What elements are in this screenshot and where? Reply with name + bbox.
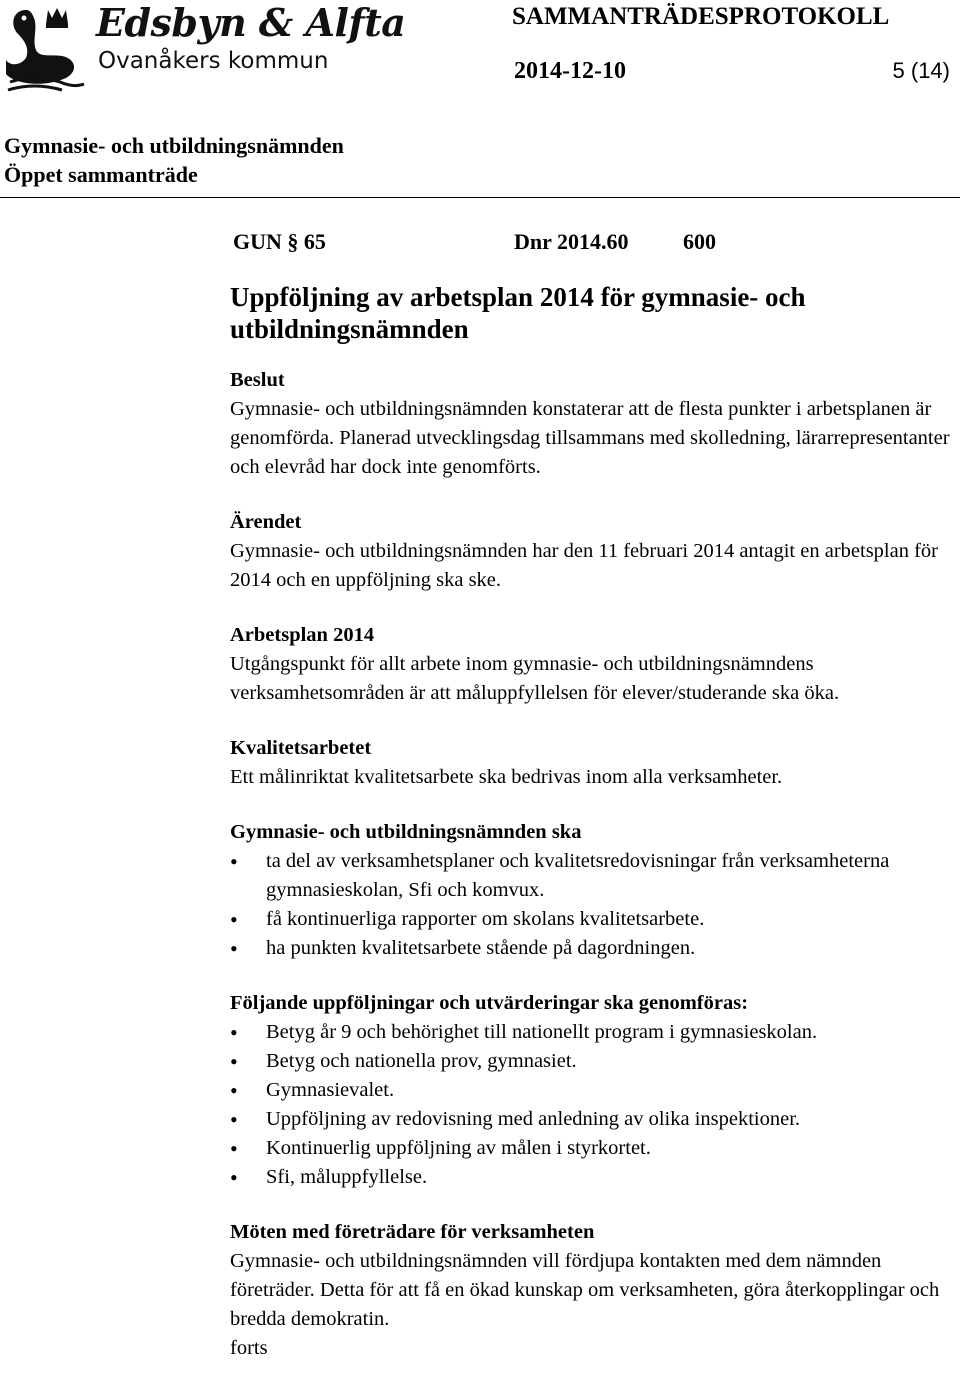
meeting-type: Öppet sammanträde [4,162,198,187]
meeting-info [4,131,344,189]
section-text: Ett målinriktat kvalitetsarbete ska bedrivas inom alla verksamheter. [230,766,783,788]
document-type: SAMMANTRÄDESPROTOKOLL [512,3,890,30]
document-date: 2014-12-10 [514,58,626,84]
section-heading: Följande uppföljningar och utvärderingar ska genomföras: [230,992,749,1014]
list-item: • ta del av verksamhetsplaner och kvalitetsredovisningar från verksamheterna gymnasieskolan, Sfi och komvux. [230,847,950,905]
list-item: • Betyg år 9 och behörighet till nationellt program i gymnasieskolan. [230,1018,950,1047]
municipality-logo [4,0,406,94]
page-title: Uppföljning av arbetsplan 2014 för gymnasie- och utbildningsnämnden [230,282,806,344]
section-heading: Arbetsplan 2014 [230,624,375,646]
section-uppfoljningar [230,989,950,1192]
section-arbetsplan [230,621,950,708]
section-text: Gymnasie- och utbildningsnämnden vill fördjupa kontakten med dem nämnden företräder. Detta för att få en ökad kunskap om verksamheten, göra återkopplingar och bredda demokratin. [230,1250,940,1330]
document-body [230,366,950,1363]
list-item: • Kontinuerlig uppföljning av målen i styrkortet. [230,1134,950,1163]
section-kvalitetsarbetet [230,734,950,792]
section-heading: Möten med företrädare för verksamheten [230,1221,595,1243]
paragraph-number: GUN § 65 [233,229,326,254]
list-item: • Betyg och nationella prov, gymnasiet. [230,1047,950,1076]
logo-municipality-text: Ovanåkers kommun [98,48,329,74]
continues-marker: forts [230,1337,268,1359]
list-item: • få kontinuerliga rapporter om skolans kvalitetsarbete. [230,905,950,934]
section-namnden-ska [230,818,950,963]
section-text: Utgångspunkt för allt arbete inom gymnasie- och utbildningsnämndens verksamhetsområden är att måluppfyllelsen för elever/studerande ska öka. [230,653,840,704]
section-text: Gymnasie- och utbildningsnämnden har den 11 februari 2014 antagit en arbetsplan för 2014 och en uppföljning ska ske. [230,540,938,591]
section-heading: Ärendet [230,511,302,533]
list-item: • Uppföljning av redovisning med anledning av olika inspektioner. [230,1105,950,1134]
header-divider [0,197,960,198]
swan-crown-logo-icon [4,4,90,94]
page-number: 5 (14) [892,58,950,83]
bullet-list [230,1018,950,1192]
diary-code: 600 [683,229,716,254]
section-beslut [230,366,950,482]
section-heading: Kvalitetsarbetet [230,737,372,759]
section-moten [230,1218,950,1334]
list-item: • Gymnasievalet. [230,1076,950,1105]
board-name: Gymnasie- och utbildningsnämnden [4,133,344,158]
section-heading: Gymnasie- och utbildningsnämnden ska [230,821,582,843]
section-text: Gymnasie- och utbildningsnämnden konstaterar att de flesta punkter i arbetsplanen är genomförda. Planerad utvecklingsdag tillsammans med skolledning, lärarrepresentanter och elevråd har dock inte genomförts. [230,398,950,478]
logo-brand-text: Edsbyn & Alfta [96,0,406,45]
bullet-list [230,847,950,963]
diary-number: Dnr 2014.60 [514,229,629,254]
list-item: • ha punkten kvalitetsarbete stående på dagordningen. [230,934,950,963]
section-heading: Beslut [230,369,285,391]
list-item: • Sfi, måluppfyllelse. [230,1163,950,1192]
section-arendet [230,508,950,595]
